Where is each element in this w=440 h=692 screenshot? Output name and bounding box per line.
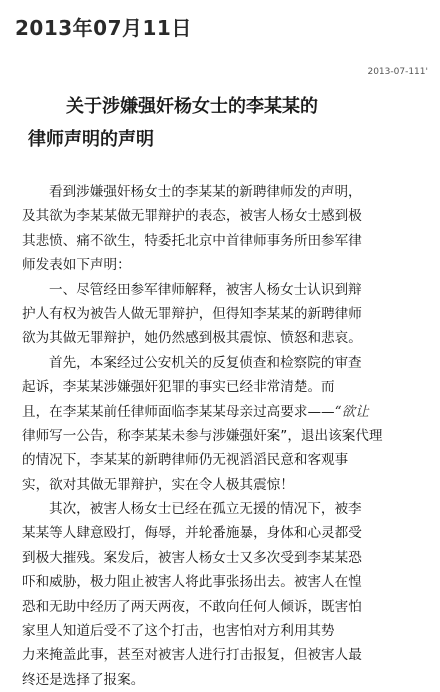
body-line: 欲为其做无罪辩护，她仍然感到极其震惊、愤怒和悲哀。 [22, 330, 362, 347]
quote-fragment: “欲让 [334, 403, 369, 420]
body-line: 律师写一公告，称李某某未参与涉嫌强奸案”，退出该案代理 [22, 427, 383, 444]
body-line: 终还是选择了报案。 [22, 671, 145, 688]
body-line: 及其欲为李某某做无罪辩护的表态，被害人杨女士感到极 [22, 208, 362, 225]
body-line: 师发表如下声明： [22, 257, 131, 274]
body-line: 的情况下，李某某的新聘律师仍无视滔滔民意和客观事 [22, 452, 349, 469]
body-line: 某某等人肆意殴打，侮辱，并轮番施暴，身体和心灵都受 [22, 525, 362, 542]
body-line: 家里人知道后受不了这个打击，也害怕对方利用其势 [22, 623, 335, 640]
document-title [28, 90, 428, 156]
body-line: 其次，被害人杨女士已经在孤立无援的情况下，被李 [49, 501, 362, 518]
body-line: 实，欲对其做无罪辩护，实在令人极其震惊！ [22, 476, 294, 493]
body-line: 到极大摧残。案发后，被害人杨女士又多次受到李某某恐 [22, 549, 362, 566]
body-line: 恐和无助中经历了两天两夜，不敢向任何人倾诉，既害怕 [22, 598, 362, 615]
body-line: 首先，本案经过公安机关的反复侦查和检察院的审查 [49, 354, 362, 371]
body-line: 护人有权为被告人做无罪辩护，但得知李某某的新聘律师 [22, 305, 362, 322]
body-line: 其悲愤、痛不欲生，特委托北京中首律师事务所田参军律 [22, 232, 362, 249]
body-line: 吓和威胁，极力阻止被害人将此事张扬出去。被害人在惶 [22, 574, 362, 591]
document-title-line-1: 关于涉嫌强奸杨女士的李某某的 [66, 96, 318, 117]
body-line: 起诉，李某某涉嫌强奸犯罪的事实已经非常清楚。而 [22, 379, 335, 396]
body-line: 力来掩盖此事，甚至对被害人进行打击报复，但被害人最 [22, 647, 362, 664]
body-line: 一、尽管经田参军律师解释，被害人杨女士认识到辩 [49, 281, 362, 298]
body-line: 看到涉嫌强奸杨女士的李某某的新聘律师发的声明， [49, 184, 362, 200]
body-line [22, 400, 430, 424]
document-body [22, 180, 430, 692]
body-line-text: 且，在李某某前任律师面临李某某母亲过高要求—— [22, 403, 335, 420]
timestamp: 2013-07-111' [367, 67, 428, 77]
date-header: 2013年07月11日 [15, 16, 192, 40]
document-title-line-2: 律师声明的声明 [28, 129, 154, 150]
